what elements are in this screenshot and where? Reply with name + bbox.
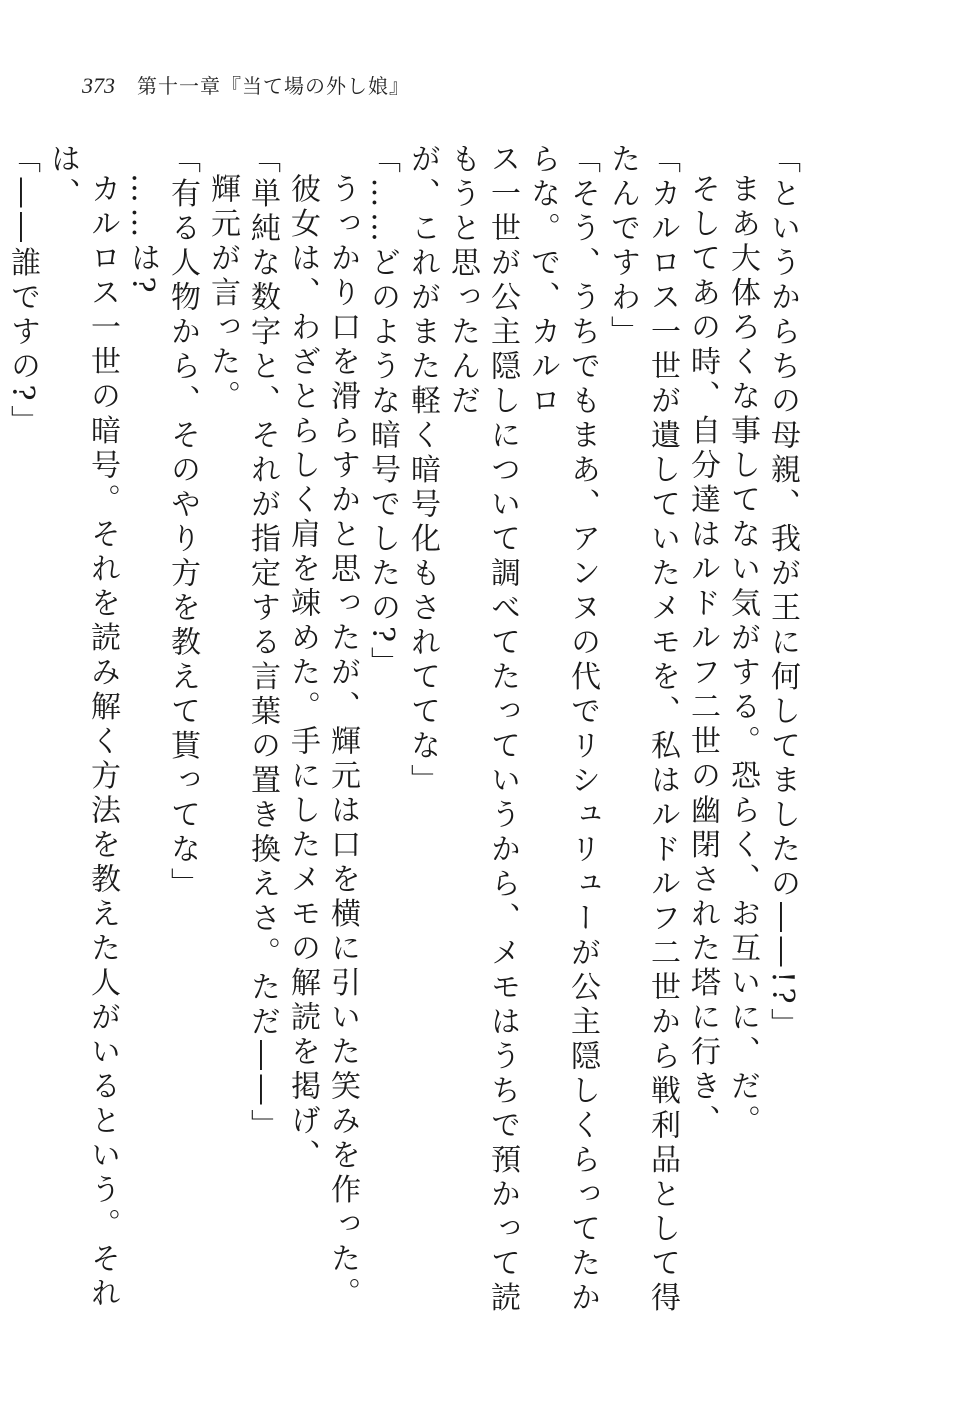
text-line: 「……どのような暗号でしたの?」 [365, 143, 400, 682]
text-line: が、これがまた軽く暗号化もされててな」 [405, 143, 440, 799]
text-line: 「カルロス一世が遺していたメモを、私はルドルフ二世から戦利品として得たんですわ」 [605, 143, 680, 1316]
text-line: ス一世が公主隠しについて調べてたっていうから、メモはうちで預かって読もうと思ったんだ [445, 143, 520, 1316]
text-line: 「単純な数字と、それが指定する言葉の置き換えさ。ただ――」 [245, 143, 280, 1144]
text-line: 「有る人物から、そのやり方を教えて貰ってな」 [165, 143, 200, 902]
text-line: 「――誰ですの?」 [5, 143, 40, 440]
text-line: 輝元が言った。 [205, 173, 240, 415]
page-number: 373 [82, 73, 115, 98]
chapter-title: 第十一章『当て場の外し娘』 [137, 74, 410, 98]
text-line: カルロス一世の暗号。それを読み解く方法を教えた人がいるという。それは、 [45, 143, 120, 1312]
text-line: うっかり口を滑らすかと思ったが、輝元は口を横に引いた笑みを作った。 [325, 173, 360, 1312]
text-line: ……は? [125, 173, 160, 298]
text-line: 「というからちの母親、我が王に何してましたの――!?」 [765, 143, 800, 1043]
text-line: 「そう、うちでもまあ、アンヌの代でリシュリューが公主隠しくらってたからな。で、カルロ [525, 143, 600, 1316]
page-header [82, 70, 410, 100]
text-line: 彼女は、わざとらしく肩を竦めた。手にしたメモの解読を掲げ、 [285, 173, 320, 1174]
text-line: まあ大体ろくな事してない気がする。恐らく、お互いに、だ。 [725, 173, 760, 1139]
vertical-body-text [5, 143, 802, 1323]
text-line: そしてあの時、自分達はルドルフ二世の幽閉された塔に行き、 [685, 173, 720, 1139]
